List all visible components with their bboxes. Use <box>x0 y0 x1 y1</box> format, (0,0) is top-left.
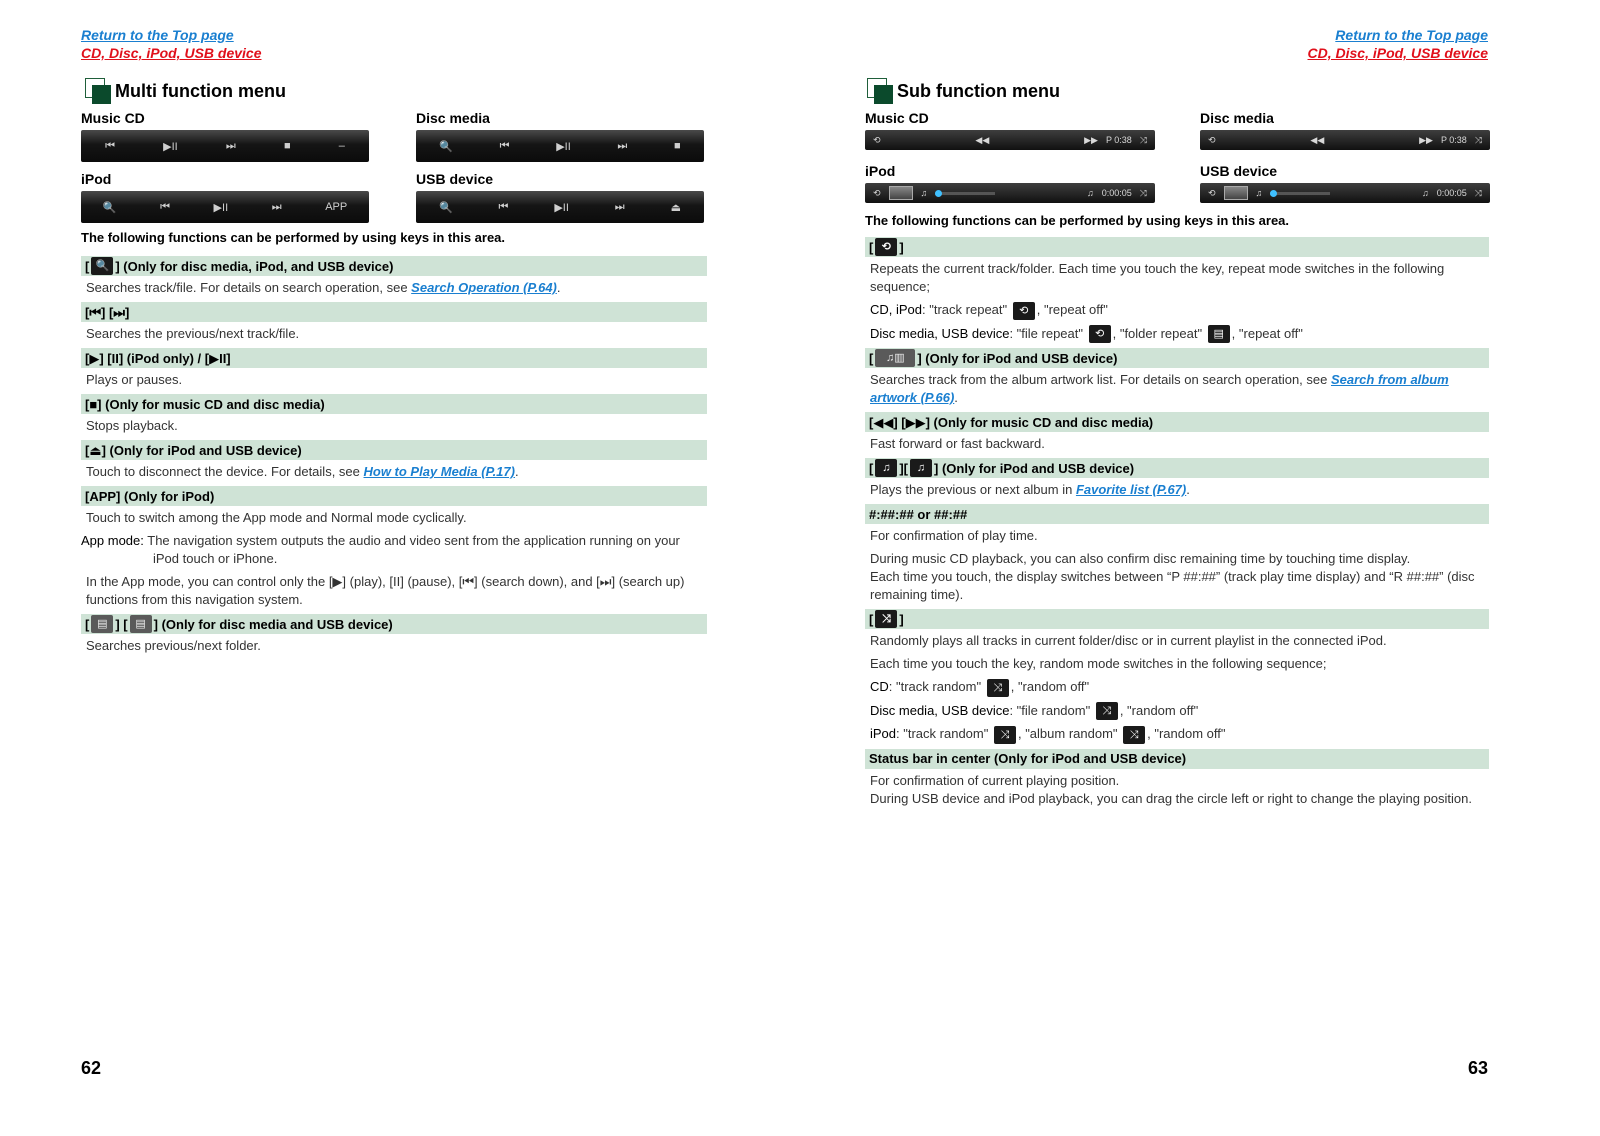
row-text-repeat: Repeats the current track/folder. Each time you touch the key, repeat mode switches in the following sequence; <box>870 261 1445 294</box>
multi-function-bar <box>81 191 369 223</box>
play-pause-icon[interactable]: ▶II <box>556 140 571 153</box>
section-heading <box>867 78 1060 104</box>
status-bar[interactable] <box>935 192 995 195</box>
random-sequence-cd: CD: "track random" ⤨ , "random off" <box>865 675 1489 699</box>
nav-links <box>81 26 262 62</box>
repeat-sequence-disc: Disc media, USB device: "file repeat" ⟲ , "folder repeat" ▤ , "repeat off" <box>865 322 1489 346</box>
stop-icon[interactable]: ■ <box>673 140 681 152</box>
intro-text: The following functions can be performed by using keys in this area. <box>81 230 506 245</box>
panel-disc-media <box>1200 110 1490 150</box>
nav-links <box>1308 26 1489 62</box>
album-artwork-icon[interactable] <box>1224 186 1248 200</box>
play-pause-icon[interactable]: ▶II <box>554 201 569 214</box>
search-icon[interactable]: 🔍 <box>102 201 117 214</box>
row-text-time-1: For confirmation of play time. <box>870 528 1038 544</box>
row-head-prevnext: [⏮] [⏭] <box>81 302 707 322</box>
sub-function-bar <box>865 130 1155 150</box>
fast-forward-icon[interactable]: ▶▶ <box>1419 134 1433 145</box>
prev-track-icon[interactable]: ⏮ <box>160 200 170 213</box>
panel-label: iPod <box>865 163 896 179</box>
panel-usb-device <box>416 171 704 223</box>
prev-album-icon[interactable]: ♫ <box>1255 188 1263 198</box>
search-icon[interactable]: 🔍 <box>439 140 454 153</box>
section-link[interactable]: CD, Disc, iPod, USB device <box>81 45 262 61</box>
panel-label: USB device <box>416 171 494 187</box>
panel-label: Disc media <box>1200 110 1274 126</box>
row-head-folder: [ ▤ ] [ ▤ ] (Only for disc media and USB device) <box>81 614 707 634</box>
top-page-link[interactable]: Return to the Top page <box>1335 27 1488 43</box>
shuffle-icon[interactable]: ⤨ <box>1139 134 1148 145</box>
play-time[interactable]: 0:00:05 <box>1436 188 1467 198</box>
row-head-artwork: [ ♫▥ ] (Only for iPod and USB device) <box>865 348 1489 368</box>
stop-icon[interactable]: ■ <box>283 140 291 152</box>
row-text-play: Plays or pauses. <box>86 372 183 387</box>
search-icon[interactable]: 🔍 <box>438 201 453 214</box>
row-head-play: [▶] [II] (iPod only) / [▶II] <box>81 348 707 368</box>
section-marker-icon <box>867 78 893 104</box>
panel-music-cd <box>81 110 369 162</box>
sub-function-bar <box>1200 183 1490 203</box>
page-number: 63 <box>1467 1058 1488 1078</box>
folder-repeat-icon: ▤ <box>1208 325 1230 343</box>
shuffle-icon[interactable]: ⤨ <box>1139 187 1147 198</box>
search-from-album-artwork-link[interactable]: Search from album artwork (P.66) <box>870 372 1449 406</box>
shuffle-icon[interactable]: ⤨ <box>1474 134 1483 145</box>
album-artwork-icon[interactable] <box>889 186 913 200</box>
status-bar[interactable] <box>1270 192 1330 195</box>
multi-function-bar <box>81 130 369 162</box>
prev-album-icon[interactable]: ♫ <box>920 188 928 198</box>
repeat-icon: ⟲ <box>875 238 897 256</box>
panel-label: Disc media <box>416 110 490 126</box>
track-random-icon: ⤨ <box>987 679 1009 697</box>
prev-track-icon[interactable]: ⏮ <box>499 139 510 152</box>
random-sequence-ipod: iPod: "track random" ⤨ , "album random" ⤨ , "random off" <box>865 722 1489 746</box>
repeat-icon[interactable]: ⟲ <box>1208 134 1216 145</box>
panel-music-cd <box>865 110 1155 150</box>
section-title: Sub function menu <box>897 80 1060 101</box>
section-title: Multi function menu <box>115 80 286 101</box>
next-album-icon[interactable]: ♫ <box>1087 188 1094 198</box>
row-head-time: #:##:## or ##:## <box>865 504 1489 524</box>
row-text-status-bar: For confirmation of current playing position. During USB device and iPod playback, you can drag the circle left or right to change the playing position. <box>870 772 1472 806</box>
row-head-app: [APP] (Only for iPod) <box>81 486 707 506</box>
eject-icon[interactable]: ⏏ <box>670 201 681 214</box>
function-list <box>865 234 1489 810</box>
favorite-list-link[interactable]: Favorite list (P.67) <box>1075 482 1187 498</box>
function-list <box>81 253 707 657</box>
row-text-app-mode-controls: In the App mode, you can control only the [▶] (play), [II] (pause), [⏮] (search down), and [⏭] (search up) functions from this navigation system. <box>86 574 685 607</box>
row-head-album: [ ♫ ][ ♫ ] (Only for iPod and USB device) <box>865 458 1489 478</box>
panel-label: USB device <box>1200 163 1278 179</box>
row-text-random-1: Randomly plays all tracks in current folder/disc or in current playlist in the connected iPod. <box>870 633 1387 649</box>
row-text-time-2: During music CD playback, you can also confirm disc remaining time by touching time display. Each time you touch, the display switches between “P ##:##” (track play time display) and “R ##:##” (disc remaining time). <box>870 551 1475 603</box>
next-track-icon[interactable]: ⏭ <box>617 139 628 152</box>
row-text-eject: Touch to disconnect the device. For details, see How to Play Media (P.17). <box>86 464 519 479</box>
blank-key: – <box>338 140 345 152</box>
random-sequence-disc: Disc media, USB device: "file random" ⤨ , "random off" <box>865 699 1489 723</box>
row-text-search: Searches track/file. For details on search operation, see Search Operation (P.64). <box>86 280 561 295</box>
track-random-icon: ⤨ <box>994 726 1016 744</box>
row-text-album: Plays the previous or next album in Favorite list (P.67). <box>870 482 1190 498</box>
next-album-icon[interactable]: ♫ <box>1422 188 1429 198</box>
multi-function-bar <box>416 191 704 223</box>
search-icon: 🔍 <box>91 257 113 275</box>
prev-track-icon[interactable]: ⏮ <box>105 139 115 152</box>
panel-ipod <box>81 171 369 223</box>
panel-label: Music CD <box>865 110 929 126</box>
play-pause-icon[interactable]: ▶II <box>163 140 178 153</box>
album-artwork-icon: ♫▥ <box>875 349 915 367</box>
section-marker-icon <box>85 78 111 104</box>
row-text-artwork: Searches track from the album artwork list. For details on search operation, see Search from album artwork (P.66). <box>870 372 1449 406</box>
intro-text: The following functions can be performed by using keys in this area. <box>865 213 1290 228</box>
play-time[interactable]: 0:00:05 <box>1101 188 1132 198</box>
sub-function-bar <box>865 183 1155 203</box>
next-track-icon[interactable]: ⏭ <box>614 200 625 213</box>
row-head-repeat: [ ⟲ ] <box>865 237 1489 257</box>
track-repeat-icon: ⟲ <box>1013 302 1035 320</box>
repeat-icon[interactable]: ⟲ <box>873 187 881 198</box>
file-repeat-icon: ⟲ <box>1089 325 1111 343</box>
shuffle-icon[interactable]: ⤨ <box>1474 187 1482 198</box>
folder-down-icon: ▤ <box>130 615 152 633</box>
row-head-stop: [■] (Only for music CD and disc media) <box>81 394 707 414</box>
right-page <box>800 0 1600 1136</box>
row-text-app: Touch to switch among the App mode and Normal mode cyclically. <box>86 510 467 525</box>
sub-function-bar <box>1200 130 1490 150</box>
multi-function-bar <box>416 130 704 162</box>
shuffle-icon: ⤨ <box>875 610 897 628</box>
panel-disc-media <box>416 110 704 162</box>
repeat-sequence-cd: CD, iPod: "track repeat" ⟲ , "repeat off" <box>865 298 1489 322</box>
row-text-folder: Searches previous/next folder. <box>86 638 261 653</box>
row-head-search: [ 🔍 ] (Only for disc media, iPod, and USB device) <box>81 256 707 276</box>
play-pause-icon[interactable]: ▶II <box>213 201 229 214</box>
repeat-icon[interactable]: ⟲ <box>1208 187 1216 198</box>
prev-track-icon[interactable]: ⏮ <box>498 200 509 213</box>
prev-album-icon: ♫ <box>875 459 897 477</box>
panel-ipod <box>865 163 1155 203</box>
album-random-icon: ⤨ <box>1123 726 1145 744</box>
row-head-fast-forward: [◀◀] [▶▶] (Only for music CD and disc media) <box>865 412 1489 432</box>
search-operation-link[interactable]: Search Operation (P.64) <box>411 280 557 295</box>
play-time[interactable]: P 0:38 <box>1440 135 1467 145</box>
row-head-eject: [⏏] (Only for iPod and USB device) <box>81 440 707 460</box>
app-key[interactable]: APP <box>325 201 348 213</box>
row-text-fast-forward: Fast forward or fast backward. <box>870 436 1045 452</box>
page-number: 62 <box>81 1058 102 1078</box>
top-page-link[interactable]: Return to the Top page <box>81 27 234 43</box>
how-to-play-media-link[interactable]: How to Play Media (P.17) <box>363 464 515 479</box>
panel-label: iPod <box>81 171 112 187</box>
next-track-icon[interactable]: ⏭ <box>225 139 236 152</box>
fast-forward-icon[interactable]: ▶▶ <box>1084 134 1098 145</box>
panel-label: Music CD <box>81 110 145 126</box>
repeat-icon[interactable]: ⟲ <box>873 134 881 145</box>
row-head-status-bar: Status bar in center (Only for iPod and USB device) <box>865 749 1489 769</box>
rewind-icon[interactable]: ◀◀ <box>1310 134 1325 145</box>
file-random-icon: ⤨ <box>1096 702 1118 720</box>
folder-up-icon: ▤ <box>91 615 113 633</box>
row-text-prevnext: Searches the previous/next track/file. <box>86 326 300 341</box>
section-heading <box>85 78 286 104</box>
row-head-random: [ ⤨ ] <box>865 609 1489 629</box>
panel-usb-device <box>1200 163 1490 203</box>
app-mode-definition: App mode: The navigation system outputs the audio and video sent from the application running on your iPod touch or iPhone. <box>81 533 680 566</box>
row-text-random-2: Each time you touch the key, random mode switches in the following sequence; <box>870 656 1327 672</box>
section-link[interactable]: CD, Disc, iPod, USB device <box>1307 45 1488 61</box>
next-track-icon[interactable]: ⏭ <box>271 200 282 213</box>
row-text-stop: Stops playback. <box>86 418 178 433</box>
rewind-icon[interactable]: ◀◀ <box>975 134 990 145</box>
next-album-icon: ♫ <box>910 459 932 477</box>
play-time[interactable]: P 0:38 <box>1105 135 1132 145</box>
